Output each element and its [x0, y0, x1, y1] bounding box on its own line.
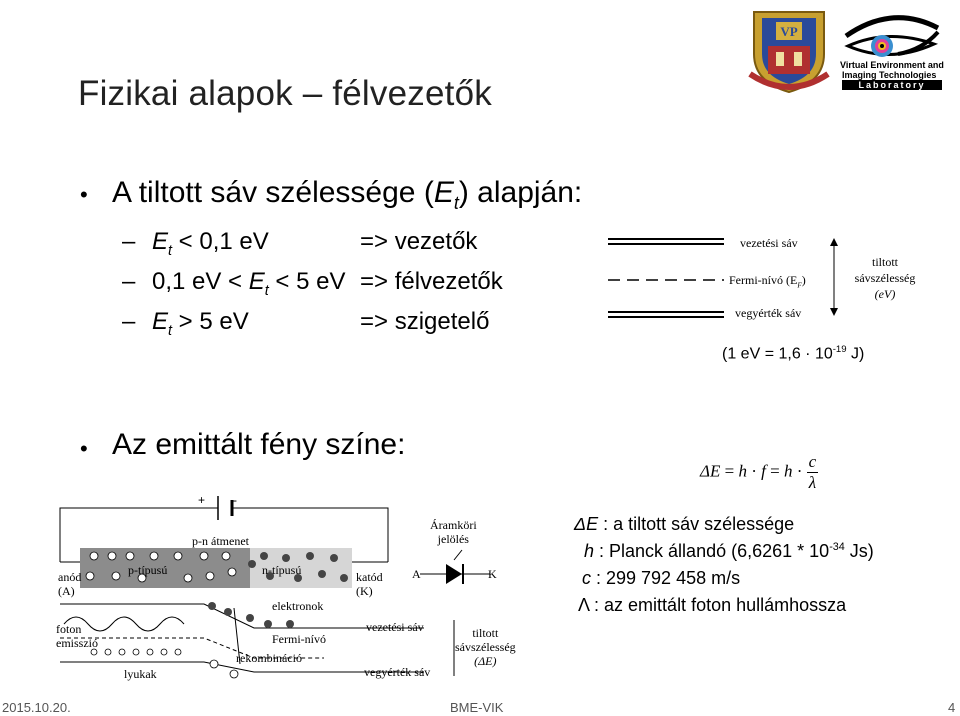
- footer-page-number: 4: [948, 700, 956, 715]
- lab-name-line1: Virtual Environment and: [840, 60, 944, 70]
- recombination-label: rekombináció: [236, 651, 302, 665]
- footer-date: 2015.10.20.: [2, 700, 71, 715]
- footer-org: BME-VIK: [450, 700, 504, 715]
- ev-conversion: (1 eV = $1,6 \cdot 10^{-19}$ J): [722, 344, 865, 363]
- page-title: Fizikai alapok – félvezetők: [78, 74, 492, 113]
- band-fermi-label: Fermi-nívó $(E_F)$: [729, 273, 806, 290]
- lab-logo: [838, 6, 946, 94]
- lab-name-line3: Laboratory: [842, 80, 942, 90]
- dash: –: [122, 228, 136, 255]
- circuit-symbol-label: Áramköri jelölés: [430, 518, 477, 546]
- energy-formula: ΔE = h · f = h · $\frac{c}{\lambda}$: [700, 452, 817, 492]
- electrons-label: elektronok: [272, 599, 324, 613]
- heading-sub: t: [453, 193, 459, 213]
- battery-plus: +: [198, 493, 206, 507]
- svg-text:VP: VP: [780, 24, 798, 39]
- diode-a-label: A: [412, 567, 421, 581]
- led-gap-label: tiltott sávszélesség (ΔE): [455, 626, 516, 668]
- item2-lhs: 0,1 eV < $E_t < 5$ eV: [152, 268, 346, 299]
- p-type-label: p-típusú: [128, 563, 168, 577]
- def-delta-e: ΔE : a tiltott sáv szélessége: [574, 514, 795, 534]
- list-item-insulator: –: [122, 308, 136, 335]
- list-item-conductor: [122, 228, 135, 256]
- heading-text-post: ) alapján:: [458, 176, 583, 209]
- bullet-dot-2: •: [80, 436, 88, 461]
- item1-lhs: $E_t < 0,1$ eV: [152, 228, 269, 259]
- band-conduction-label: vezetési sáv: [740, 236, 798, 250]
- cathode-label: katód (K): [356, 570, 383, 598]
- item3-rhs: => szigetelő: [360, 308, 490, 335]
- section2-heading: Az emittált fény színe:: [112, 428, 406, 461]
- lab-name-line2: Imaging Technologies: [842, 70, 937, 80]
- def-c: c : 299 792 458 m/s: [582, 568, 741, 588]
- led-fermi-label: Fermi-nívó: [272, 632, 326, 646]
- band-gap-label: tiltott sávszélesség (eV): [854, 255, 916, 301]
- bullet-dot: •: [80, 182, 88, 207]
- university-logo: [746, 4, 832, 94]
- section1-heading: [112, 176, 582, 214]
- heading-var: E: [433, 176, 454, 209]
- n-type-label: n-típusú: [262, 563, 302, 577]
- heading-text-pre: A tiltott sáv szélessége (: [112, 176, 434, 209]
- band-valence-label: vegyérték sáv: [735, 306, 802, 320]
- led-conduction-label: vezetési sáv: [366, 620, 424, 634]
- pn-junction-label: p-n átmenet: [192, 534, 249, 548]
- list-item-semiconductor: –: [122, 268, 136, 295]
- item3-lhs: $E_t > 5$ eV: [152, 308, 249, 339]
- anode-label: anód (A): [58, 570, 82, 598]
- diode-k-label: K: [488, 567, 497, 581]
- def-lambda: Λ : az emittált foton hullámhossza: [578, 595, 847, 615]
- led-valence-label: vegyérték sáv: [364, 665, 431, 679]
- battery-minus: -: [233, 493, 237, 507]
- item2-rhs: => félvezetők: [360, 268, 503, 295]
- holes-label: lyukak: [124, 667, 157, 681]
- photon-emission-label: foton emisszió: [56, 622, 98, 650]
- item1-rhs: => vezetők: [360, 228, 478, 255]
- def-h: h : Planck állandó ($6,6261 * 10^{-34}$ Js): [584, 541, 874, 561]
